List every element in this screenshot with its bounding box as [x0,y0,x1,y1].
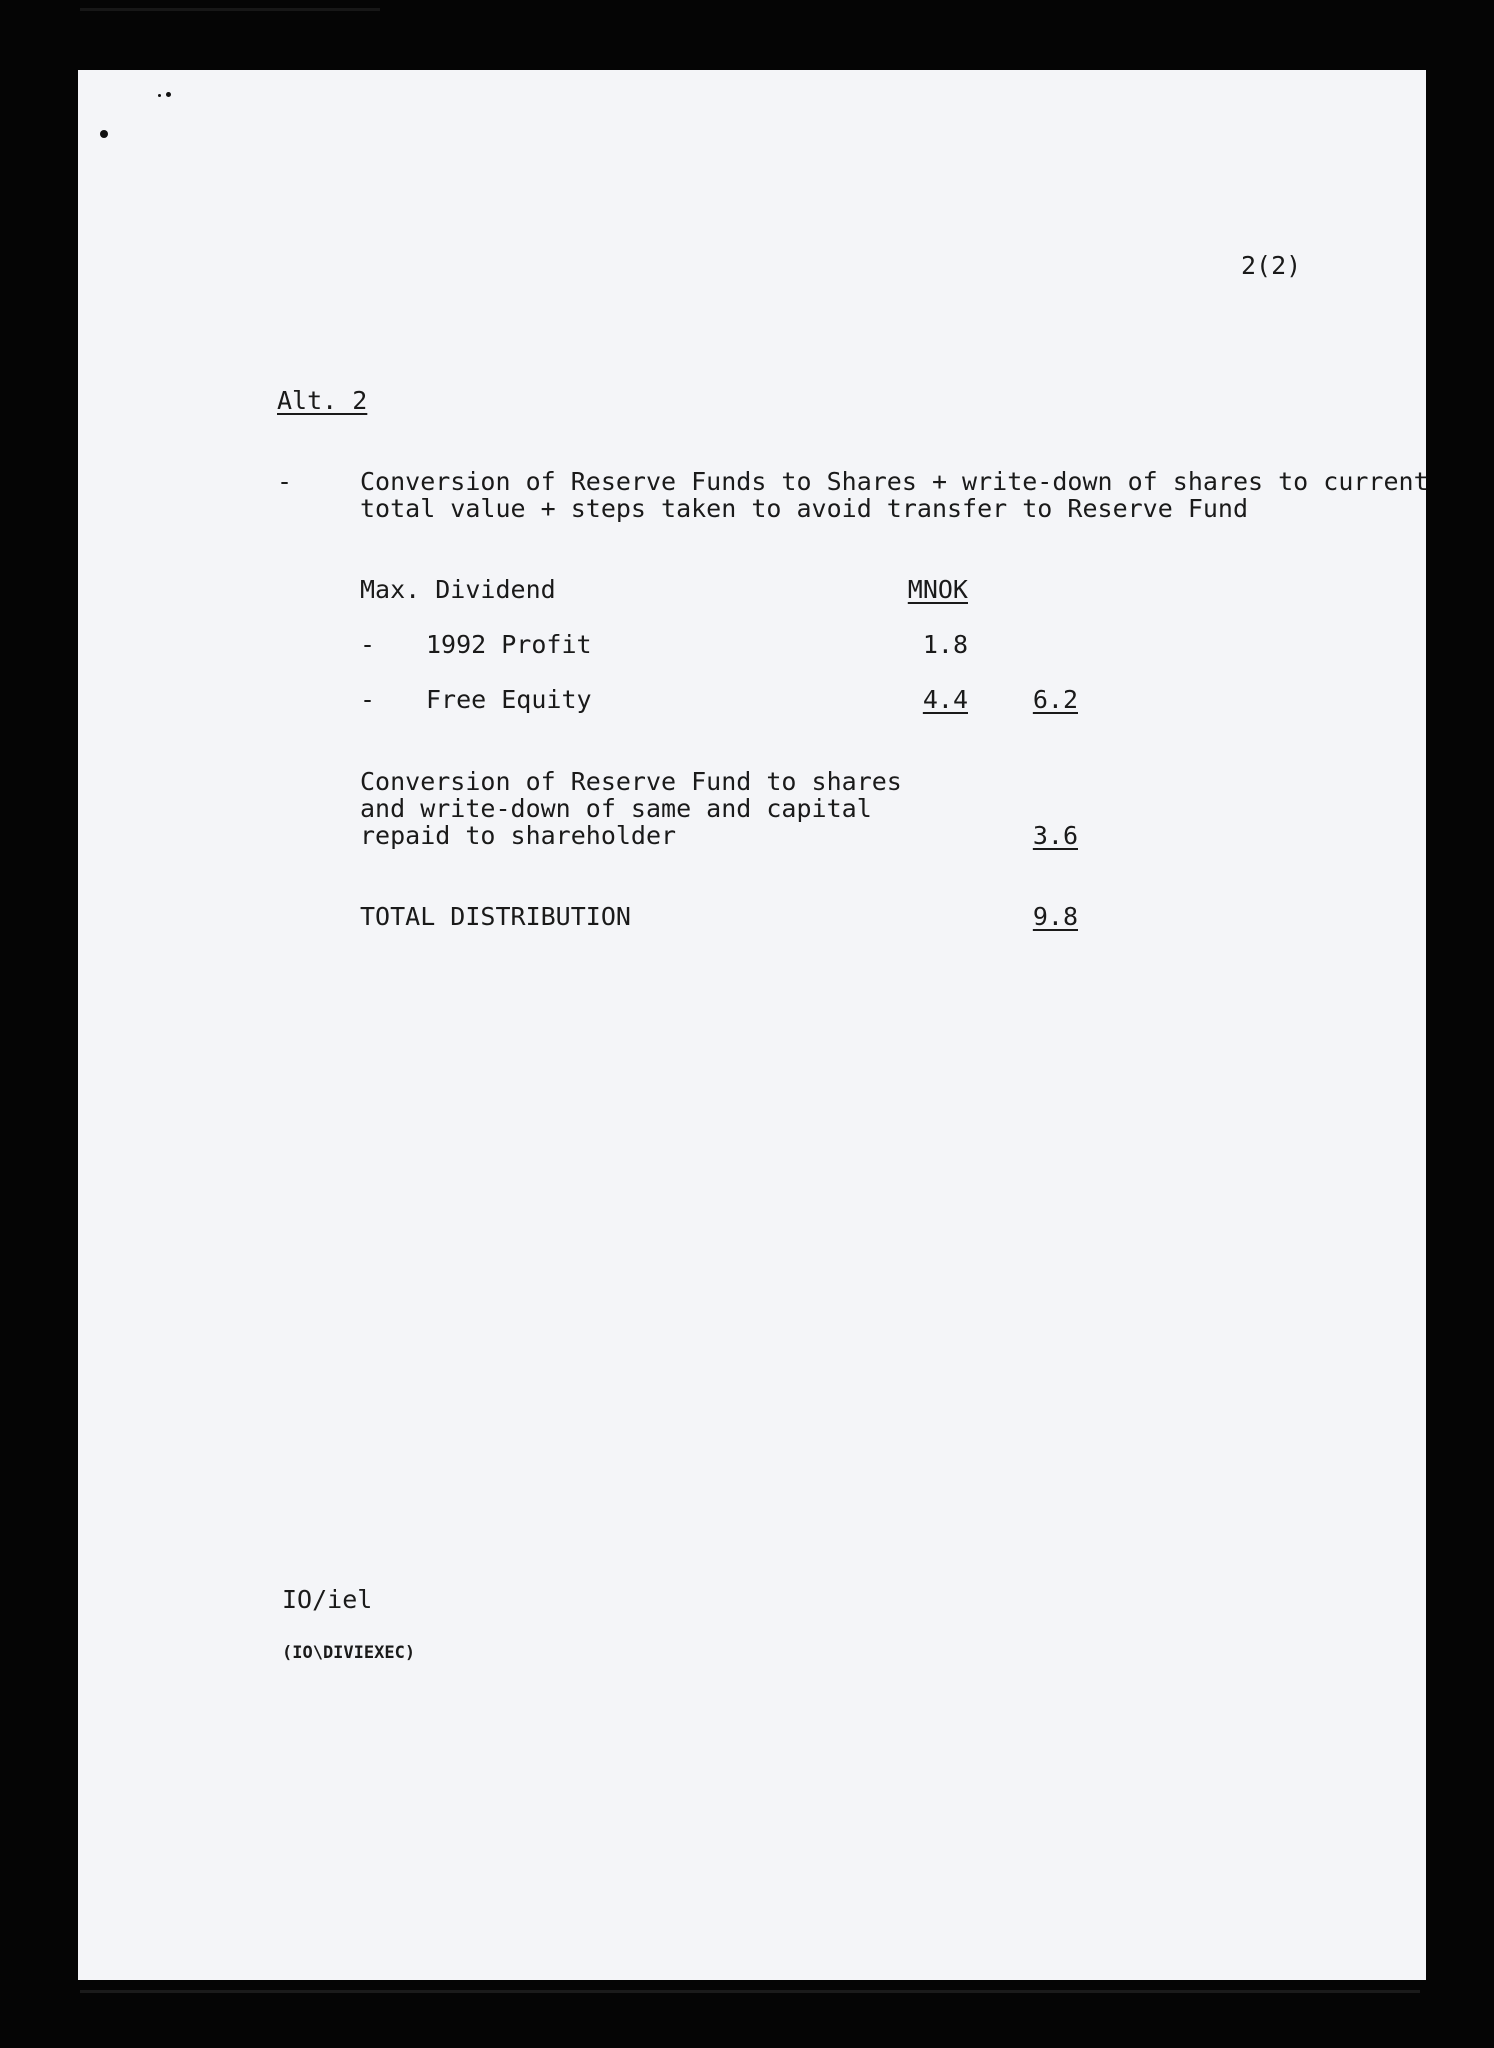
author-initials: IO/iel [282,1585,373,1614]
conversion-line-3: repaid to shareholder [360,821,677,850]
punch-mark [100,130,108,138]
equity-value: 4.4 [922,685,968,714]
file-reference: (IO\DIVIEXEC) [282,1643,416,1663]
max-dividend-label: Max. Dividend [360,575,556,604]
conversion-line-1: Conversion of Reserve Fund to shares [360,767,902,796]
bottom-edge-artifact [80,1990,1420,1993]
equity-label: Free Equity [426,685,592,714]
total-label: TOTAL DISTRIBUTION [360,902,631,931]
speck-mark [158,94,161,97]
section-heading: Alt. 2 [277,386,368,415]
unit-header: MNOK [907,575,968,604]
intro-line-2: total value + steps taken to avoid transfer to Reserve Fund [360,494,1249,523]
intro-bullet: - [277,467,293,496]
profit-dash: - [360,630,376,659]
intro-line-1: Conversion of Reserve Funds to Shares + write-down of shares to current [360,467,1429,496]
profit-value: 1.8 [922,630,968,659]
dividend-subtotal: 6.2 [1032,685,1078,714]
document-paper [78,70,1429,1980]
profit-label: 1992 Profit [426,630,592,659]
equity-dash: - [360,685,376,714]
conversion-line-2: and write-down of same and capital [360,794,872,823]
page-number: 2(2) [1241,251,1302,280]
conversion-value: 3.6 [1032,821,1078,850]
top-edge-artifact [80,8,380,11]
speck-mark [166,92,171,97]
total-value: 9.8 [1032,902,1078,931]
